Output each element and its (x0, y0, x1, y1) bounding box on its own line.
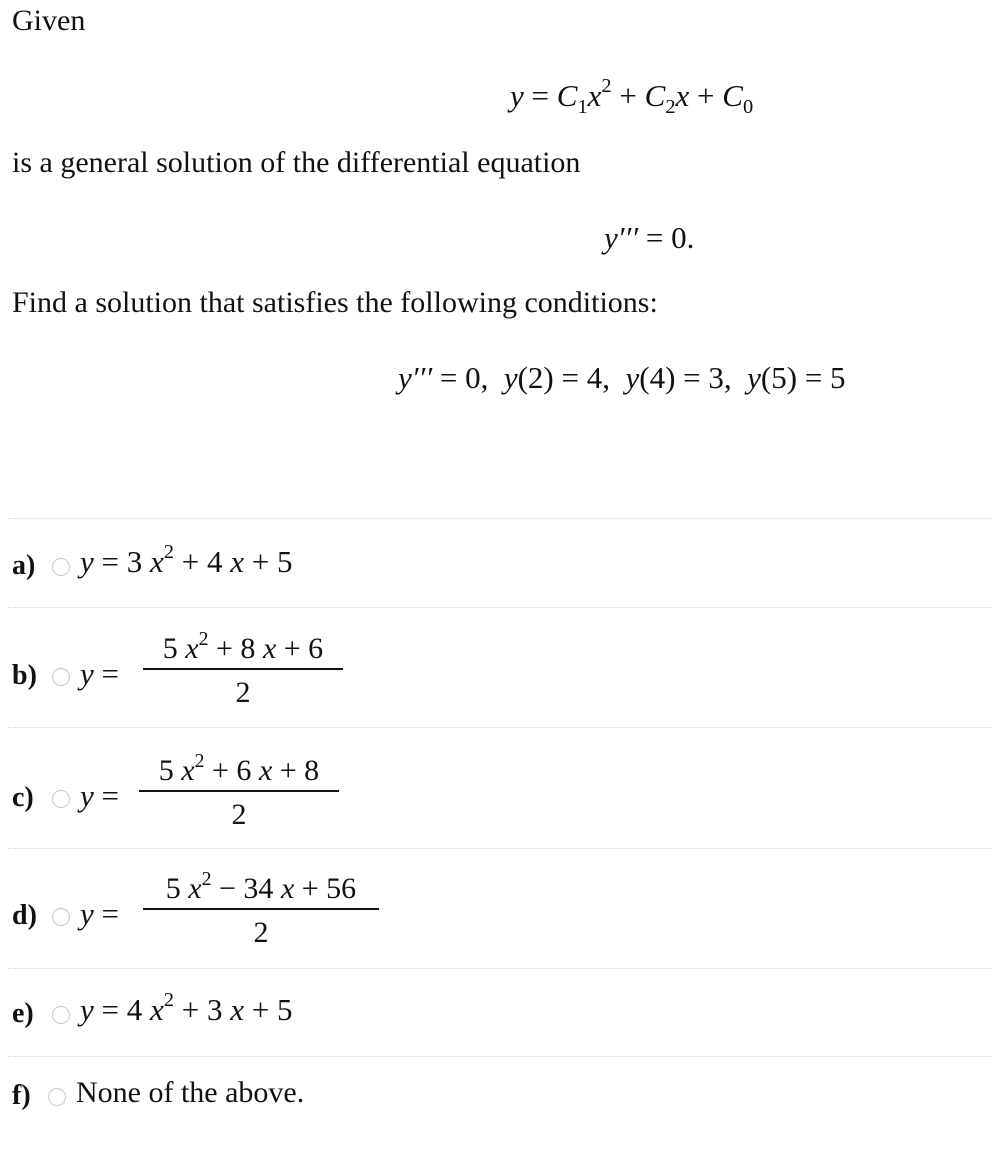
general-solution-text: is a general solution of the differential equation (12, 146, 581, 179)
eq-y: y (510, 78, 524, 113)
option-f-radio[interactable] (48, 1088, 66, 1106)
fraction-bar (143, 668, 343, 670)
opt-x2: x (230, 544, 244, 579)
option-d-lhs (80, 896, 119, 932)
eq-x2-sup: 2 (601, 75, 612, 98)
num-coef: 5 (162, 632, 178, 665)
opt-x2: x (230, 992, 244, 1027)
ode-lhs: y′′′ (604, 220, 639, 255)
opt-y: y (80, 656, 94, 691)
num-tail: + 6 (283, 632, 324, 665)
fraction-numerator (143, 867, 379, 906)
option-divider (8, 848, 992, 849)
opt-eq: = (101, 656, 119, 691)
option-b-lhs (80, 656, 119, 692)
opt-y: y (80, 544, 94, 579)
eq-plus2: + (697, 78, 715, 113)
eq-c1-sub: 1 (577, 95, 588, 118)
num-x: x (188, 872, 202, 905)
eq-equals: = (531, 78, 549, 113)
option-divider (8, 727, 992, 728)
eq-plus1: + (619, 78, 637, 113)
eq-c0: C (722, 78, 743, 113)
num-sup: 2 (201, 867, 212, 890)
option-divider (8, 518, 992, 519)
fraction-bar (143, 908, 379, 910)
cond4-lhs: y (747, 360, 761, 395)
fraction-denominator: 2 (253, 916, 269, 949)
opt-x: x (150, 992, 164, 1027)
find-solution-text: Find a solution that satisfies the following conditions: (12, 286, 658, 319)
num-coef: 5 (165, 872, 181, 905)
cond1-lhs: y′′′ (398, 360, 433, 395)
option-a-radio[interactable] (52, 558, 70, 576)
opt-sup: 2 (163, 541, 174, 564)
cond2-lhs: y (503, 360, 518, 395)
option-c-lhs (80, 778, 119, 814)
opt-eq: = (101, 992, 119, 1027)
num-x: x (181, 754, 195, 787)
option-label: e) (12, 998, 34, 1029)
num-rest: + 8 (216, 632, 256, 665)
option-b-fraction (143, 627, 343, 710)
cond3-rhs: (4) = 3, (639, 360, 732, 395)
option-divider (8, 607, 992, 608)
num-rest: − 34 (219, 872, 274, 905)
opt-tail: + 5 (251, 544, 293, 579)
opt-eq: = (101, 896, 119, 931)
conditions-equation (398, 360, 846, 396)
opt-eq: = (101, 778, 119, 813)
option-label: b) (12, 660, 37, 691)
eq-x2: x (587, 78, 602, 113)
num-sup: 2 (198, 627, 209, 650)
opt-eq: = (101, 544, 119, 579)
opt-rest: + 3 (181, 992, 223, 1027)
num-rest: + 6 (212, 754, 252, 787)
option-c-radio[interactable] (52, 790, 70, 808)
option-label: c) (12, 782, 34, 813)
ode-rhs: = 0. (645, 220, 695, 255)
opt-sup: 2 (163, 989, 174, 1012)
ode-equation (604, 220, 694, 256)
option-a-expression (80, 541, 293, 580)
opt-y: y (80, 778, 94, 813)
given-text: Given (12, 4, 86, 37)
num-x2: x (258, 754, 273, 787)
eq-c0-sub: 0 (742, 95, 754, 118)
fraction-denominator: 2 (231, 798, 247, 831)
fraction-numerator (143, 627, 343, 666)
opt-x: x (150, 544, 164, 579)
opt-y: y (80, 896, 94, 931)
num-coef: 5 (158, 754, 174, 787)
eq-c1: C (556, 78, 578, 113)
num-x2: x (262, 632, 277, 665)
fraction-numerator (139, 749, 339, 788)
num-tail: + 56 (301, 872, 357, 905)
option-label: d) (12, 900, 37, 931)
num-tail: + 8 (279, 754, 320, 787)
option-divider (8, 968, 992, 969)
num-x2: x (280, 872, 295, 905)
opt-tail: + 5 (251, 992, 293, 1027)
opt-coef: 4 (126, 992, 143, 1027)
cond1-rhs: = 0, (439, 360, 489, 395)
opt-coef: 3 (126, 544, 143, 579)
opt-y: y (80, 992, 94, 1027)
general-solution-equation (510, 75, 754, 118)
option-f-text: None of the above. (76, 1076, 305, 1109)
option-e-radio[interactable] (52, 1006, 70, 1024)
cond2-rhs: (2) = 4, (517, 360, 610, 395)
cond4-rhs: (5) = 5 (760, 360, 846, 395)
eq-c2: C (644, 78, 666, 113)
fraction-bar (139, 790, 339, 792)
cond3-lhs: y (625, 360, 640, 395)
eq-x: x (675, 78, 690, 113)
option-e-expression (80, 989, 293, 1028)
option-b-radio[interactable] (52, 668, 70, 686)
eq-c2-sub: 2 (665, 95, 676, 118)
opt-rest: + 4 (181, 544, 223, 579)
option-divider (8, 1056, 992, 1057)
option-c-fraction (139, 749, 339, 832)
num-x: x (185, 632, 199, 665)
option-d-fraction (143, 867, 379, 950)
num-sup: 2 (194, 749, 205, 772)
fraction-denominator: 2 (235, 676, 251, 709)
option-d-radio[interactable] (52, 908, 70, 926)
option-label: f) (12, 1080, 31, 1111)
option-label: a) (12, 550, 36, 581)
